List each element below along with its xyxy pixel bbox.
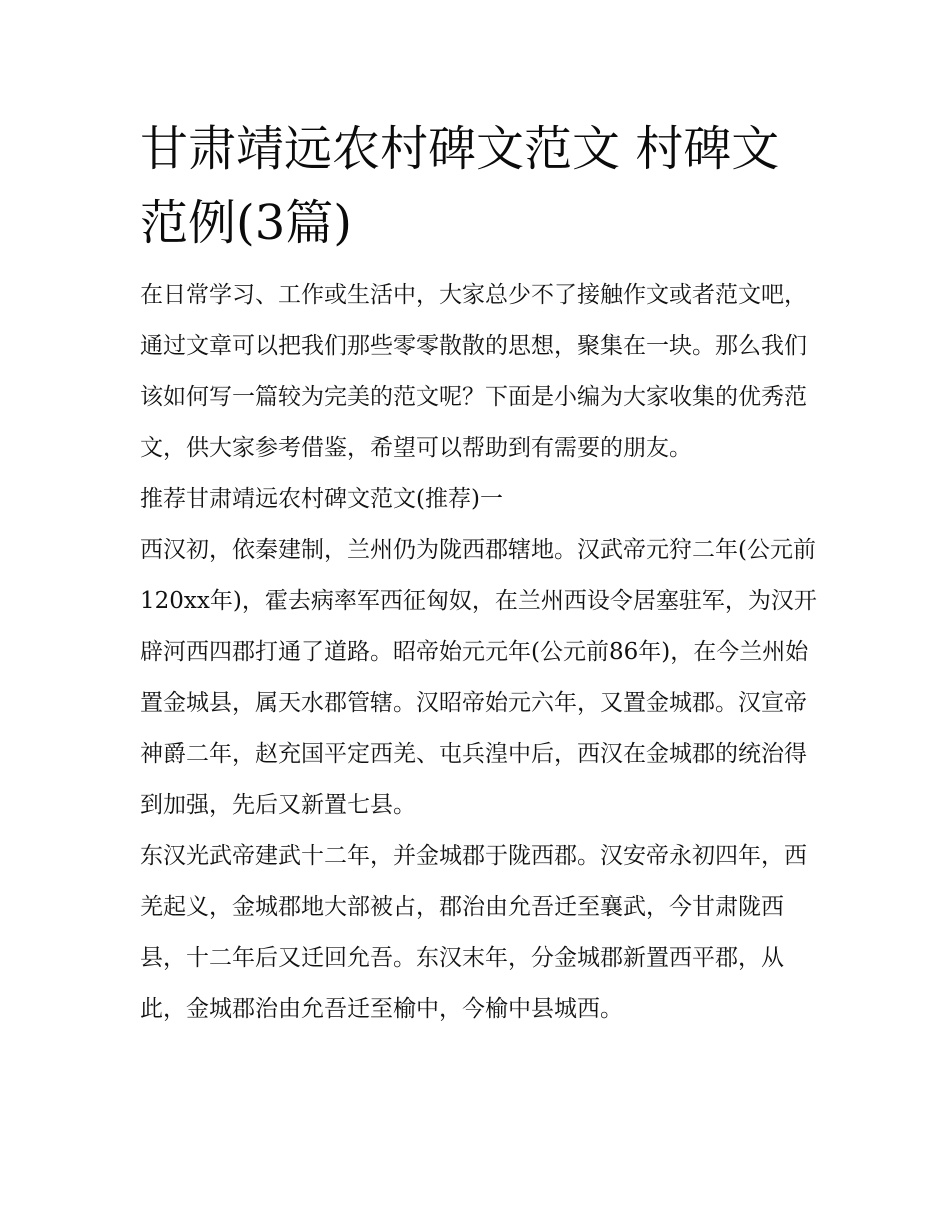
section-heading: 推荐甘肃靖远农村碑文范文(推荐)一 bbox=[140, 486, 503, 512]
intro-paragraph: 在日常学习、工作或生活中，大家总少不了接触作文或者范文吧，通过文章可以把我们那些零零散散的思想，聚集在一块。那么我们该如何写一篇较为完美的范文呢？下面是小编为大家收集的优秀范文，供大家参考借鉴，希望可以帮助到有需要的朋友。 bbox=[140, 282, 807, 461]
document-title: 甘肃靖远农村碑文范文 村碑文范例(3篇) bbox=[140, 121, 780, 251]
history-paragraph-eastern-han: 东汉光武帝建武十二年，并金城郡于陇西郡。汉安帝永初四年，西羌起义，金城郡地大部被占，郡治由允吾迁至襄武，今甘肃陇西县，十二年后又迁回允吾。东汉末年，分金城郡新置西平郡，从此，金城郡治由允吾迁至榆中，今榆中县城西。 bbox=[140, 843, 807, 1022]
history-paragraph-western-han: 西汉初，依秦建制，兰州仍为陇西郡辖地。汉武帝元狩二年(公元前120xx年)，霍去病率军西征匈奴，在兰州西设令居塞驻军，为汉开辟河西四郡打通了道路。昭帝始元元年(公元前86年)，在今兰州始置金城县，属天水郡管辖。汉昭帝始元六年，又置金城郡。汉宣帝神爵二年，赵充国平定西羌、屯兵湟中后，西汉在金城郡的统治得到加强，先后又新置七县。 bbox=[140, 537, 817, 818]
document-body bbox=[140, 270, 820, 1035]
document-content bbox=[140, 112, 820, 1035]
